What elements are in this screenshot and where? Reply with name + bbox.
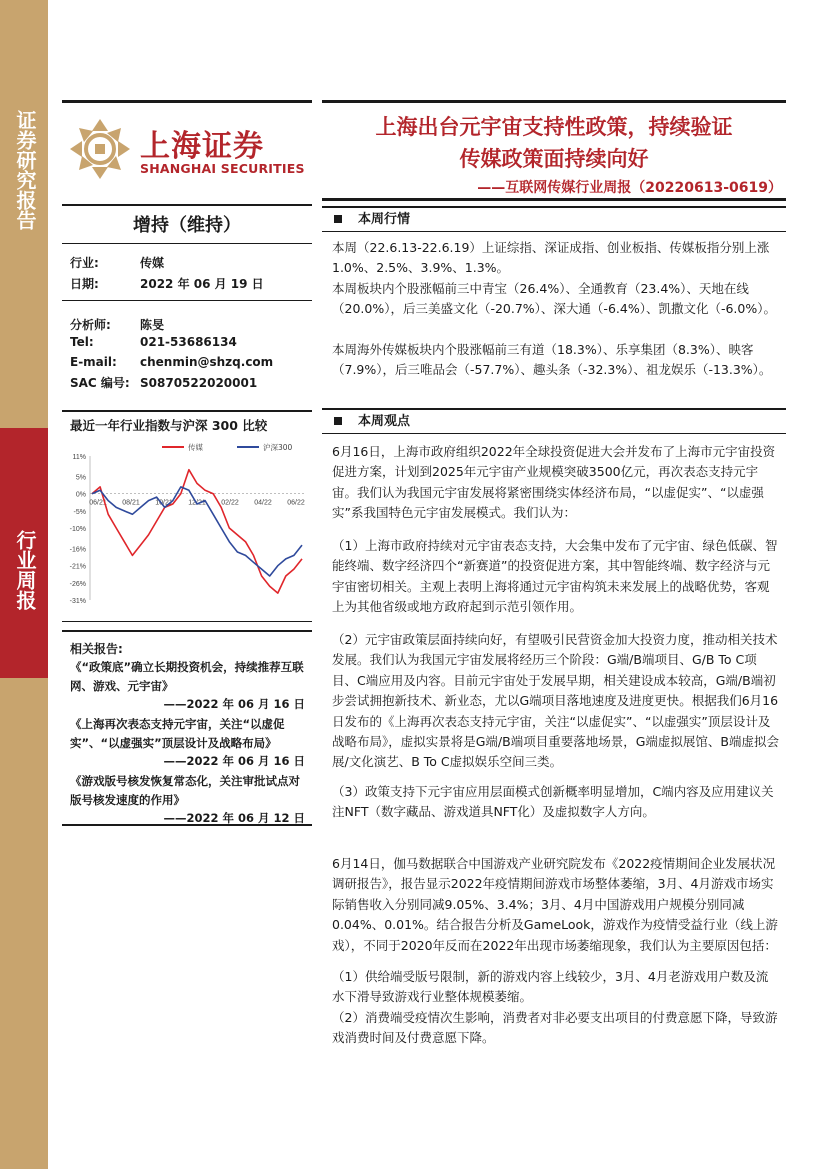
related-report-1-date: ——2022 年 06 月 16 日 [163, 697, 305, 711]
info-analyst [70, 316, 164, 333]
shanghai-securities-logo-icon [68, 117, 132, 181]
chart-y-tick-label: 0% [75, 491, 86, 499]
chart-y-tick-label: -26% [69, 580, 86, 588]
game-para-3: （2）消费端受疫情次生影响，消费者对非必要支出项目的付费意愿下降，导致游戏消费时间及付费意愿下降。 [332, 1010, 778, 1046]
info-tel [70, 335, 237, 349]
report-title-block [322, 100, 786, 200]
info-date [70, 275, 264, 292]
chart-legend-label-1: 传媒 [188, 443, 203, 452]
chart-x-tick-label: 04/22 [254, 499, 272, 507]
info-sac [70, 374, 257, 391]
info-industry-value: 传媒 [140, 256, 165, 270]
info-analyst-label: 分析师: [70, 318, 111, 332]
chart-x-tick-label: 10/21 [155, 499, 173, 507]
chart-x-tick-label: 12/21 [188, 499, 206, 507]
section-weekly-view-title: 本周观点 [358, 414, 411, 429]
chart-y-tick-label: -21% [69, 563, 86, 571]
chart-x-tick-label: 06/22 [287, 499, 305, 507]
info-tel-label: Tel: [70, 335, 94, 349]
chart-x-tick-label: 08/21 [122, 499, 140, 507]
game-para-2: （1）供给端受版号限制，新的游戏内容上线较少，3月、4月老游戏用户数及流水下滑导致游戏行业整体规模萎缩。 [332, 969, 769, 1005]
related-reports-title: 相关报告: [70, 642, 123, 656]
info-email-label: E-mail: [70, 355, 117, 369]
view-para-4: （3）政策支持下元宇宙应用层面模式创新概率明显增加，C端内容及应用建议关注NFT（数字藏品、游戏道具NFT化）及虚拟数字人方向。 [332, 784, 774, 820]
chart-title: 最近一年行业指数与沪深 300 比较 [70, 418, 268, 433]
chart-legend-label-2: 沪深300 [263, 443, 293, 452]
section-weekly-market-title: 本周行情 [358, 212, 411, 227]
market-para-1: 本周（22.6.13-22.6.19）上证综指、深证成指、创业板指、传媒板指分别上涨1.0%、2.5%、3.9%、1.3%。 [332, 240, 770, 276]
section-weekly-view [322, 408, 786, 434]
chart-x-tick-label: 06/21 [89, 499, 107, 507]
info-divider [62, 300, 312, 301]
report-subtitle: ——互联网传媒行业周报（20220613-0619） [477, 180, 782, 196]
chart-y-tick-label: -10% [69, 526, 86, 533]
related-report-2[interactable]: 《上海再次表态支持元宇宙，关注“以虚促实”、“以虚强实”顶层设计及战略布局》 [70, 717, 285, 750]
square-bullet-icon [334, 215, 342, 223]
info-industry [70, 254, 164, 271]
market-para-3: 本周海外传媒板块内个股涨幅前三有道（18.3%）、乐享集团（8.3%）、映客（7.9%），后三唯品会（-57.7%）、趣头条（-32.3%）、祖龙娱乐（-13.3%）。 [332, 342, 772, 378]
logo-name-cn: 上海证券 [140, 129, 264, 164]
info-sac-label: SAC 编号: [70, 376, 130, 390]
view-para-3: （2）元宇宙政策层面持续向好，有望吸引民营资金加大投资力度，推动相关技术发展。我们认为我国元宇宙发展将经历三个阶段：G端/B端项目、G/B To C项目、C端应用及内容。目前元宇宙处于发展早期，相关建设成本较高，G端/B端初步尝试拥抱新技术、新业态，尤以G端项目落地速度及进度更快。根据我们6月16日发布的《上海再次表态支持元宇宙，关注“以虚促实”、“以虚强实”顶层设计及战略布局》，虚拟实景将是G端/B端项目重要落地场景，G端虚拟展馆、B端虚拟会展/文化演艺、B To C虚拟娱乐空间三类。 [332, 632, 779, 770]
chart-y-tick-label: 11% [72, 454, 86, 461]
info-email-value[interactable]: chenmin@shzq.com [140, 355, 274, 369]
info-analyst-value: 陈旻 [140, 318, 165, 332]
index-comparison-chart [62, 436, 312, 616]
related-report-2-date: ——2022 年 06 月 16 日 [163, 754, 305, 768]
view-para-2: （1）上海市政府持续对元宇宙表态支持，大会集中发布了元宇宙、绿色低碳、智能终端、数字经济四个“新赛道”的投资促进方案，其中智能终端、数字经济与元宇宙密切相关。主观上表明上海将通过元宇宙构筑未来发展上的战略优势，客观上为其他省级或地方政府起到示范引领作用。 [332, 538, 778, 615]
info-industry-label: 行业: [70, 256, 99, 270]
report-title-line1: 上海出台元宇宙支持性政策，持续验证 [375, 114, 733, 139]
logo-block [62, 100, 312, 200]
market-para-2: 本周板块内个股涨幅前三中青宝（26.4%）、全通教育（23.4%）、天地在线（20.0%），后三美盛文化（-20.7%）、深大通（-6.4%）、凯撒文化（-6.0%）。 [332, 281, 776, 317]
chart-y-tick-label: -16% [69, 546, 86, 554]
report-title-line2: 传媒政策面持续向好 [459, 146, 649, 171]
logo-name-en: SHANGHAI SECURITIES [140, 161, 305, 176]
info-date-value: 2022 年 06 月 19 日 [140, 277, 264, 291]
chart-y-tick-label: -31% [69, 598, 86, 605]
chart-x-tick-label: 02/22 [221, 499, 239, 507]
view-para-1: 6月16日，上海市政府组织2022年全球投资促进大会并发布了上海市元宇宙投资促进方案，计划到2025年元宇宙产业规模突破3500亿元，再次表态支持元宇宙。我们认为我国元宇宙发展将紧密围绕实体经济布局，“以虚促实”、“以虚强实”系我国特色元宇宙发展模式。我们认为： [332, 444, 776, 521]
title-divider [322, 198, 786, 201]
info-sac-value: S0870522020001 [140, 376, 258, 390]
related-report-3[interactable]: 《游戏版号核发恢复常态化，关注审批试点对版号核发速度的作用》 [70, 774, 300, 807]
chart-y-tick-label: -5% [73, 508, 86, 516]
related-report-3-date: ——2022 年 06 月 12 日 [163, 811, 305, 825]
section-weekly-market [322, 206, 786, 232]
info-email [70, 355, 273, 369]
rating-badge: 增持（维持） [62, 204, 312, 244]
side-label-weekly: 行业周报 [13, 530, 37, 610]
info-date-label: 日期: [70, 277, 99, 291]
game-para-1: 6月14日，伽马数据联合中国游戏产业研究院发布《2022疫情期间企业发展状况调研报告》，报告显示2022年疫情期间游戏市场整体萎缩，3月、4月游戏市场实际销售收入分别同减9.05%、3.4%；3月、4月中国游戏用户规模分别同减0.04%、0.01%。结合报告分析及GameLook，游戏作为疫情受益行业（线上游戏），不同于2020年反而在2022年出现市场萎缩现象，我们认为主要原因包括： [332, 856, 778, 953]
square-bullet-icon [334, 417, 342, 425]
chart-y-tick-label: 5% [75, 474, 86, 482]
related-report-1[interactable]: 《“政策底”确立长期投资机会，持续推荐互联网、游戏、元宇宙》 [70, 660, 304, 693]
side-label-report: 证券研究报告 [13, 110, 37, 230]
info-tel-value: 021-53686134 [140, 335, 237, 349]
